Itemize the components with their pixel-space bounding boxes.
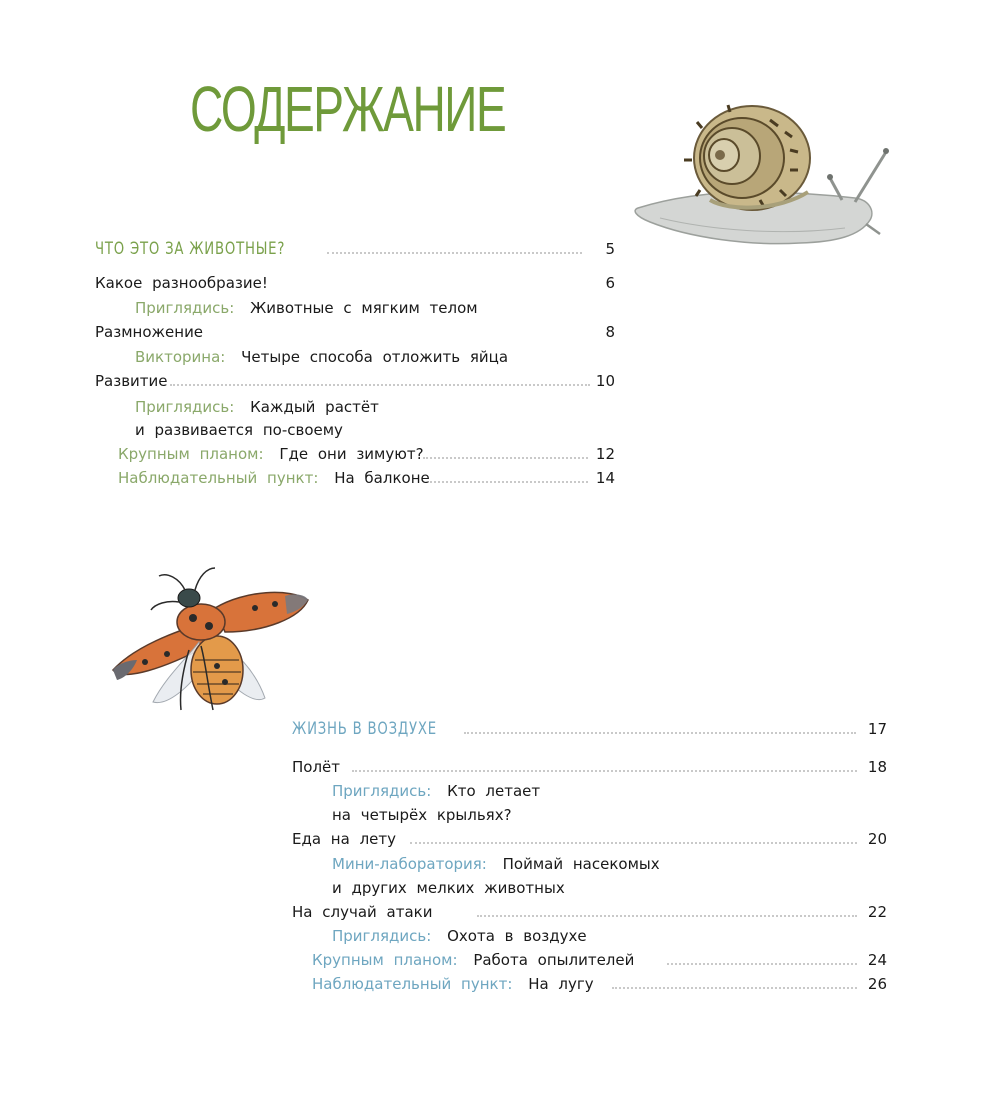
beetle-illustration bbox=[105, 560, 315, 730]
page-number: 17 bbox=[867, 720, 887, 738]
entry-text: и других мелких животных bbox=[332, 879, 565, 897]
toc-entry[interactable] bbox=[332, 853, 887, 875]
entry-label: Наблюдательный пункт: bbox=[312, 975, 513, 993]
toc-entry[interactable] bbox=[292, 901, 887, 923]
entry-label: Викторина: bbox=[135, 348, 226, 366]
entry-text: На балконе bbox=[334, 469, 430, 487]
leader-dots bbox=[327, 252, 582, 254]
leader-dots bbox=[612, 987, 857, 989]
entry-label: Крупным планом: bbox=[312, 951, 458, 969]
toc-entry[interactable] bbox=[332, 804, 887, 826]
entry-label: Мини-лаборатория: bbox=[332, 855, 487, 873]
toc-entry[interactable] bbox=[95, 272, 615, 294]
leader-dots bbox=[423, 457, 588, 459]
entry-text: На лугу bbox=[528, 975, 594, 993]
page-number: 8 bbox=[605, 323, 615, 341]
entry-text: Развитие bbox=[95, 372, 168, 390]
entry-label: Приглядись: bbox=[332, 782, 432, 800]
toc-entry[interactable] bbox=[292, 828, 887, 850]
toc-entry[interactable] bbox=[135, 419, 615, 441]
toc-entry[interactable] bbox=[332, 925, 887, 947]
leader-dots bbox=[410, 842, 857, 844]
leader-dots bbox=[667, 963, 857, 965]
toc-entry[interactable] bbox=[292, 756, 887, 778]
page-number: 5 bbox=[605, 240, 615, 258]
section-heading-row[interactable] bbox=[95, 238, 615, 260]
entry-label: Приглядись: bbox=[135, 299, 235, 317]
entry-label: Наблюдательный пункт: bbox=[118, 469, 319, 487]
entry-label: Крупным планом: bbox=[118, 445, 264, 463]
entry-text: Работа опылителей bbox=[473, 951, 635, 969]
entry-text: На случай атаки bbox=[292, 903, 433, 921]
page-number: 22 bbox=[867, 903, 887, 921]
page-number: 10 bbox=[595, 372, 615, 390]
entry-text: Где они зимуют? bbox=[279, 445, 424, 463]
section-heading-row[interactable] bbox=[292, 718, 887, 740]
toc-entry[interactable] bbox=[135, 297, 615, 319]
entry-text: Поймай насекомых bbox=[502, 855, 660, 873]
leader-dots bbox=[477, 915, 857, 917]
entry-text: на четырёх крыльях? bbox=[332, 806, 512, 824]
toc-entry[interactable] bbox=[118, 467, 615, 489]
entry-text: Кто летает bbox=[447, 782, 541, 800]
leader-dots bbox=[464, 732, 856, 734]
entry-text: Размножение bbox=[95, 323, 204, 341]
entry-text: Животные с мягким телом bbox=[250, 299, 478, 317]
page-number: 20 bbox=[867, 830, 887, 848]
entry-text: Четыре способа отложить яйца bbox=[241, 348, 509, 366]
page-number: 14 bbox=[595, 469, 615, 487]
page-number: 18 bbox=[867, 758, 887, 776]
entry-text: Каждый растёт bbox=[250, 398, 379, 416]
toc-entry[interactable] bbox=[135, 346, 615, 368]
toc-entry[interactable] bbox=[95, 321, 615, 343]
leader-dots bbox=[430, 481, 588, 483]
page-number: 12 bbox=[595, 445, 615, 463]
toc-entry[interactable] bbox=[312, 949, 887, 971]
entry-text: Охота в воздухе bbox=[447, 927, 587, 945]
toc-entry[interactable] bbox=[332, 780, 887, 802]
toc-entry[interactable] bbox=[135, 396, 615, 418]
leader-dots bbox=[352, 770, 857, 772]
toc-entry[interactable] bbox=[118, 443, 615, 465]
snail-illustration bbox=[630, 100, 895, 255]
page-number: 6 bbox=[605, 274, 615, 292]
entry-text: Какое разнообразие! bbox=[95, 274, 268, 292]
section-title: ЧТО ЭТО ЗА ЖИВОТНЫЕ? bbox=[95, 239, 286, 259]
entry-label: Приглядись: bbox=[135, 398, 235, 416]
page-number: 24 bbox=[867, 951, 887, 969]
entry-text: и развивается по-своему bbox=[135, 421, 343, 439]
entry-label: Приглядись: bbox=[332, 927, 432, 945]
leader-dots bbox=[170, 384, 590, 386]
section-title: ЖИЗНЬ В ВОЗДУХЕ bbox=[292, 719, 437, 739]
toc-entry[interactable] bbox=[332, 877, 887, 899]
toc-entry[interactable] bbox=[312, 973, 887, 995]
entry-text: Полёт bbox=[292, 758, 341, 776]
page-number: 26 bbox=[867, 975, 887, 993]
entry-text: Еда на лету bbox=[292, 830, 397, 848]
page-title: СОДЕРЖАНИЕ bbox=[190, 73, 506, 145]
toc-entry[interactable] bbox=[95, 370, 615, 392]
